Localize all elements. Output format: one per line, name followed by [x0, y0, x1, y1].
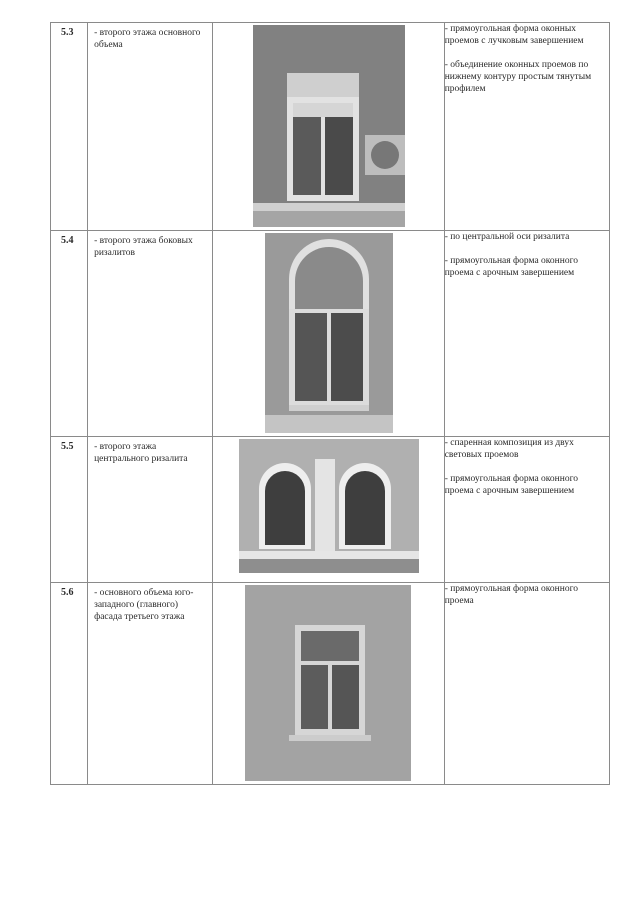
row-number: 5.5	[61, 441, 74, 452]
note-text: - прямоугольная форма оконного проема с арочным завершением	[444, 256, 578, 278]
photo-cell	[213, 231, 444, 437]
row-number: 5.3	[61, 27, 74, 38]
row-number: 5.6	[61, 587, 74, 598]
window-photo	[265, 233, 393, 433]
notes-cell	[444, 437, 609, 583]
description-cell	[88, 583, 213, 785]
table-row	[51, 231, 610, 437]
note-text: - прямоугольная форма оконного проема с арочным завершением	[444, 474, 578, 496]
window-photo	[253, 25, 405, 227]
note-text: - по центральной оси ризалита	[444, 232, 570, 242]
table-row	[51, 437, 610, 583]
row-number: 5.4	[61, 235, 74, 246]
notes-cell	[444, 23, 609, 231]
row-number-cell	[51, 231, 88, 437]
row-number-cell	[51, 437, 88, 583]
notes-cell	[444, 583, 609, 785]
note-text: - спаренная композиция из двух световых проемов	[444, 438, 574, 460]
note-text: - объединение оконных проемов по нижнему контуру простым тянутым профилем	[444, 60, 592, 94]
window-photo	[239, 439, 419, 573]
element-description: - основного объема юго-западного (главного) фасада третьего этажа	[94, 588, 194, 622]
element-description: - второго этажа основного объема	[94, 28, 201, 50]
photo-cell	[213, 23, 444, 231]
element-description: - второго этажа боковых ризалитов	[94, 236, 193, 258]
notes-cell	[444, 231, 609, 437]
element-description: - второго этажа центрального ризалита	[94, 442, 188, 464]
description-cell	[88, 231, 213, 437]
photo-cell	[213, 437, 444, 583]
note-text: - прямоугольная форма оконного проема	[444, 584, 578, 606]
description-cell	[88, 437, 213, 583]
photo-cell	[213, 583, 444, 785]
row-number-cell	[51, 583, 88, 785]
description-cell	[88, 23, 213, 231]
table-row	[51, 583, 610, 785]
row-number-cell	[51, 23, 88, 231]
note-text: - прямоугольная форма оконных проемов с лучковым завершением	[444, 24, 584, 46]
window-photo	[245, 585, 411, 781]
window-elements-table	[50, 22, 610, 785]
table-row	[51, 23, 610, 231]
